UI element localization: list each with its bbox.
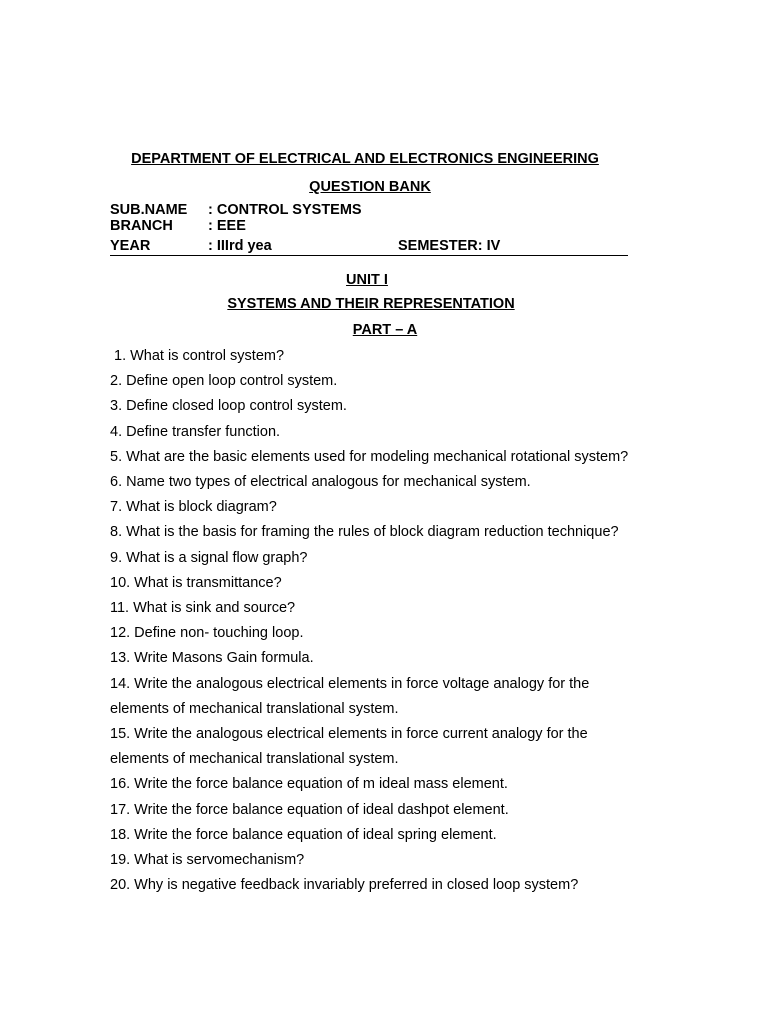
semester-value: SEMESTER: IV <box>398 238 501 254</box>
question-item: 5. What are the basic elements used for modeling mechanical rotational system? <box>110 448 629 465</box>
question-item-continued: elements of mechanical translational system. <box>110 751 399 768</box>
header-divider <box>110 255 628 256</box>
part-label: PART – A <box>352 322 418 338</box>
question-item: 17. Write the force balance equation of ideal dashpot element. <box>110 801 509 818</box>
year-label: YEAR <box>110 238 151 254</box>
branch-label: BRANCH <box>110 218 173 234</box>
question-item: 19. What is servomechanism? <box>110 852 305 869</box>
question-item: 18. Write the force balance equation of ideal spring element. <box>110 826 497 843</box>
question-item: 10. What is transmittance? <box>110 574 282 591</box>
unit-label: UNIT I <box>346 272 388 288</box>
branch-value: : EEE <box>208 218 246 234</box>
question-item: 11. What is sink and source? <box>110 600 296 617</box>
question-item: 20. Why is negative feedback invariably preferred in closed loop system? <box>110 877 579 894</box>
question-item-continued: elements of mechanical translational system. <box>110 700 399 717</box>
question-item: 12. Define non- touching loop. <box>110 625 304 642</box>
question-item: 3. Define closed loop control system. <box>110 398 347 415</box>
question-item: 2. Define open loop control system. <box>110 373 338 390</box>
question-item: 9. What is a signal flow graph? <box>110 549 308 566</box>
subject-label: SUB.NAME <box>110 202 188 218</box>
question-item: 1. What is control system? <box>114 348 285 364</box>
question-bank-title: QUESTION BANK <box>309 179 431 195</box>
question-item: 13. Write Masons Gain formula. <box>110 650 314 667</box>
question-item: 14. Write the analogous electrical elements in force voltage analogy for the <box>110 675 590 692</box>
department-heading: DEPARTMENT OF ELECTRICAL AND ELECTRONICS ENGINEERING <box>131 151 599 167</box>
question-item: 4. Define transfer function. <box>110 423 281 440</box>
year-value: : IIIrd yea <box>208 238 272 254</box>
question-list <box>110 344 710 898</box>
question-item: 7. What is block diagram? <box>110 499 277 516</box>
subject-value: : CONTROL SYSTEMS <box>208 202 362 218</box>
question-item: 8. What is the basis for framing the rules of block diagram reduction technique? <box>110 524 619 541</box>
question-item: 6. Name two types of electrical analogous for mechanical system. <box>110 474 531 491</box>
question-item: 16. Write the force balance equation of m ideal mass element. <box>110 776 508 793</box>
unit-title: SYSTEMS AND THEIR REPRESENTATION <box>227 296 515 312</box>
question-item: 15. Write the analogous electrical elements in force current analogy for the <box>110 726 588 743</box>
